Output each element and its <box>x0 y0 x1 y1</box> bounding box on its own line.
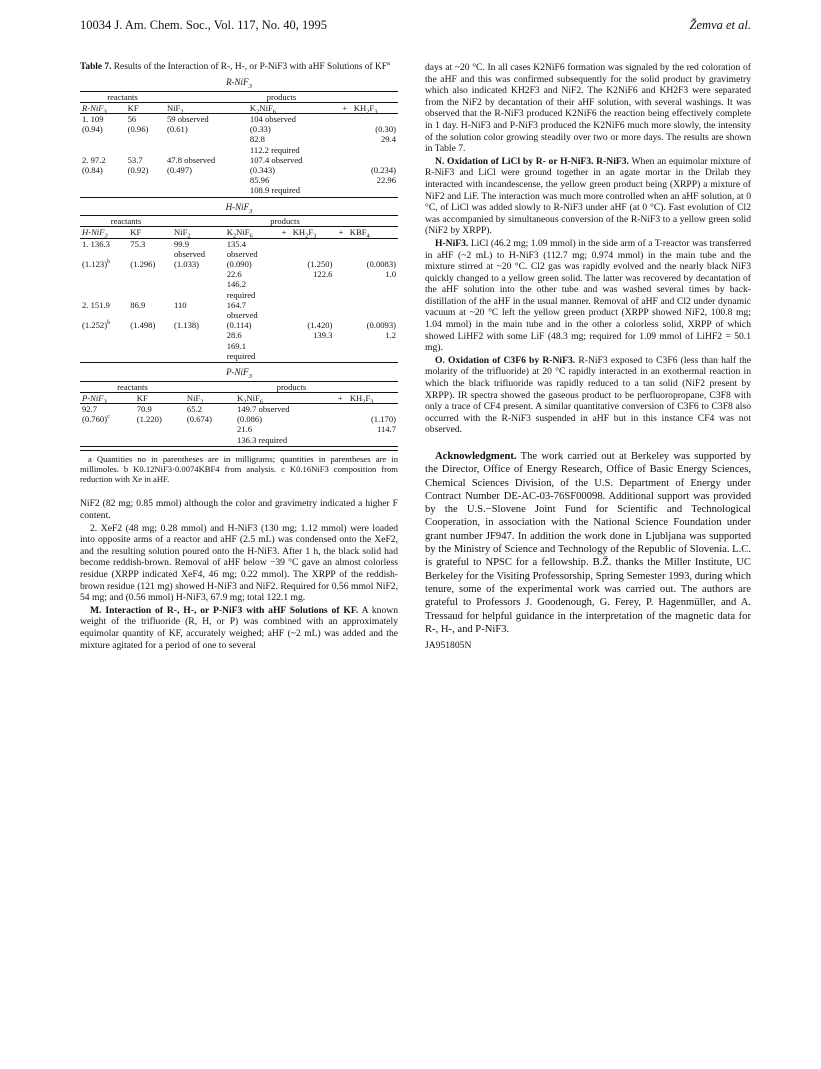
table-cell: required <box>226 289 256 300</box>
table-cell: 2. 97.2 <box>82 154 106 165</box>
paragraph: 2. XeF2 (48 mg; 0.28 mmol) and H-NiF3 (130 mg; 1.12 mmol) were loaded into opposite arms of a reactor and aHF (2.5 mL) was condensed onto the XeF2, and the resulting solution poured onto the H-NiF3. After 1 h, the black solid had become reddish-brown. Removal of aHF below −39 °C gave an almost colorless residue (XRPP indicated XeF4, 46 mg; 0.22 mmol). The XRPP of the reddish-brown residue (121 mg) showed H-NiF3 and NiF2. Required for 0.56 mmol NiF2, 54 mg; and (0.56 mmol) H-NiF3, 67.9 mg; total 122.1 mg. <box>80 522 398 604</box>
table-cell <box>277 269 290 279</box>
table-cell <box>333 404 348 415</box>
column-header: KF <box>136 392 148 403</box>
column-header: NiF$_2$ <box>166 102 184 116</box>
table-row <box>80 290 398 300</box>
table-row <box>80 341 398 351</box>
table-cell <box>334 351 347 361</box>
table-cell <box>128 330 172 340</box>
table-cell: 164.7 <box>226 299 247 310</box>
section-n-sub-heading: H-NiF3. <box>435 237 469 249</box>
table-cell: (1.250) <box>307 259 333 270</box>
column-header: KF <box>130 227 142 238</box>
table-cell <box>277 290 290 300</box>
table-cell <box>172 330 225 340</box>
table-label: Table 7. <box>80 62 112 72</box>
table-7 <box>80 77 398 447</box>
table-cell <box>80 269 128 279</box>
table-cell: (0.30) <box>375 124 396 135</box>
table-cell <box>338 155 352 165</box>
table-row <box>80 310 398 320</box>
table-cell <box>128 249 172 259</box>
table-cell: required <box>226 350 256 361</box>
table-cell <box>348 351 398 361</box>
table-row <box>80 351 398 361</box>
products-group-header: products <box>165 91 398 102</box>
table-cell: 70.9 <box>136 404 152 415</box>
table-cell <box>333 424 348 434</box>
column-header: R-NiF$_3$ <box>82 102 107 116</box>
table-block-title: P-NiF$_3$ <box>226 367 252 380</box>
table-block-title: R-NiF$_3$ <box>226 77 252 90</box>
table-cell <box>333 435 348 445</box>
table-cell: (0.234) <box>370 165 396 176</box>
table-cell <box>126 145 165 155</box>
acknowledgment <box>425 450 751 636</box>
acknowledgment-heading: Acknowledgment. <box>435 451 517 462</box>
table-cell: $(1.252)^b$ <box>82 320 111 331</box>
table-cell <box>126 185 165 195</box>
table-cell <box>80 279 128 289</box>
column-header: + <box>342 102 348 113</box>
table-cell <box>291 249 335 259</box>
table-cell: 108.9 required <box>249 185 301 196</box>
table-cell: $(1.123)^b$ <box>82 259 111 270</box>
table-block-3 <box>80 381 398 447</box>
table-cell <box>165 185 248 195</box>
table-cell: 92.7 <box>82 404 98 415</box>
right-column <box>425 62 751 652</box>
table-cell: 47.8 observed <box>166 154 216 165</box>
table-cell <box>334 341 347 351</box>
table-cell: (0.343) <box>249 165 275 176</box>
products-group-header: products <box>172 216 398 227</box>
products-group-header: products <box>185 381 398 392</box>
table-cell: 59 observed <box>166 114 209 124</box>
column-header: $K_2NiF_6$ <box>249 102 276 116</box>
table-cell: 112.2 required <box>249 144 300 155</box>
table-cell <box>128 351 172 361</box>
table-cell <box>291 300 335 310</box>
rule-cell <box>80 361 398 363</box>
table-cell <box>352 185 398 195</box>
table-cell <box>277 351 290 361</box>
table-cell <box>172 310 225 320</box>
section-n-sub-text: LiCl (46.2 mg; 1.09 mmol) in the side arm of a T-reactor was transferred in aHF (~2 mL) to H-NiF3 (112.7 mg; 0.974 mmol) in the main tube and the mixture stirred at ~20 °C. Cl2 gas was rapidly evolved and the nearly black NiF3 quickly changed to a yellow green solid. The latter was recovered by decantation of the aHF solution into the other tube and was washed several times by back-distillation of the aHF in the usual manner. Removal of aHF and Cl2 under dynamic vacuum at ~20 °C left the yellow green product (XRPP showed NiF2, 100.8 mg; 1.04 mmol) in the main tube and in the other a colorless solid, XRPP of which showed LiHF2 with some LiF (48.3 mg; required for 1.09 mmol of LiHF2 = 50.1 mg). <box>425 237 751 354</box>
table-cell <box>80 249 128 259</box>
table-cell <box>352 145 398 155</box>
table-cell <box>277 300 290 310</box>
rule-cell <box>80 196 398 198</box>
column-header: KF <box>127 102 139 113</box>
table-cell: $(0.760)^c$ <box>82 414 110 425</box>
caption-footnote-mark: a <box>386 59 390 67</box>
table-cell: 22.6 <box>226 269 242 280</box>
table-cell: 135.4 <box>226 238 247 249</box>
table-block-1 <box>80 91 398 198</box>
table-cell: 2. 151.9 <box>82 299 110 310</box>
column-header: $K_2NiF_6$ <box>226 227 253 241</box>
reactants-group-header: reactants <box>80 91 165 102</box>
table-row <box>80 300 398 310</box>
table-cell: 122.6 <box>313 269 333 280</box>
table-cell <box>80 330 128 340</box>
table-cell <box>172 290 225 300</box>
table-cell <box>277 310 290 320</box>
table-cell <box>80 351 128 361</box>
table-row <box>80 330 398 340</box>
table-cell <box>185 435 235 445</box>
table-cell: 1. 136.3 <box>82 238 110 249</box>
table-cell: 104 observed <box>249 114 296 124</box>
table-cell: 1.2 <box>385 330 396 341</box>
table-row <box>80 249 398 259</box>
table-cell: 110 <box>173 299 187 310</box>
table-cell: (0.0083) <box>366 259 396 270</box>
table-cell <box>80 435 135 445</box>
table-cell <box>291 341 335 351</box>
table-cell: 75.3 <box>130 238 146 249</box>
table-cell <box>135 435 185 445</box>
column-header: + <box>281 227 287 238</box>
table-cell <box>334 279 347 289</box>
table-cell <box>352 155 398 165</box>
table-cell <box>80 134 126 144</box>
table-cell <box>291 279 335 289</box>
table-cell <box>334 310 347 320</box>
table-cell <box>277 238 290 249</box>
table-cell <box>348 341 398 351</box>
table-cell: observed <box>226 248 258 259</box>
table-cell <box>185 424 235 434</box>
table-row <box>80 155 398 165</box>
table-cell: 1. 109 <box>82 114 104 124</box>
journal-citation: 10034 J. Am. Chem. Soc., Vol. 117, No. 40, 1995 <box>80 18 328 32</box>
table-cell <box>338 185 352 195</box>
table-cell <box>126 175 165 185</box>
table-caption-text: Results of the Interaction of R-, H-, or P-NiF3 with aHF Solutions of KF <box>113 62 387 72</box>
table-cell: 146.2 <box>226 279 247 290</box>
table-cell <box>165 134 248 144</box>
table-cell <box>80 185 126 195</box>
table-cell: 169.1 <box>226 340 247 351</box>
table-cell: (0.674) <box>186 414 212 425</box>
table-row <box>80 175 398 185</box>
section-m-heading: M. Interaction of R-, H-, or P-NiF3 with aHF Solutions of KF. <box>90 604 359 616</box>
table-cell: 53.7 <box>127 154 143 165</box>
column-header: H-NiF$_3$ <box>82 227 108 241</box>
table-row <box>80 414 398 424</box>
table-cell <box>165 145 248 155</box>
table-caption <box>80 59 398 73</box>
table-cell: (0.086) <box>237 414 263 425</box>
table-bottom-rule <box>80 361 398 363</box>
column-header: $KH_2F_3$ <box>292 227 317 241</box>
table-cell <box>338 165 352 175</box>
table-cell: (0.33) <box>249 124 271 135</box>
table-cell <box>80 175 126 185</box>
table-block-2 <box>80 215 398 363</box>
table-block-title: H-NiF$_3$ <box>225 201 253 215</box>
section-n-sub <box>425 238 751 354</box>
table-cell: (0.497) <box>166 165 193 176</box>
table-cell <box>338 145 352 155</box>
column-header: $KBF_4$ <box>349 227 370 241</box>
table-cell <box>334 249 347 259</box>
reactants-group-header: reactants <box>80 216 172 227</box>
table-cell: (1.033) <box>173 259 200 270</box>
table-cell <box>291 290 335 300</box>
column-header: + <box>337 392 343 403</box>
table-cell <box>128 279 172 289</box>
table-cell: (1.420) <box>307 320 333 331</box>
table-cell <box>334 330 347 340</box>
table-cell <box>348 279 398 289</box>
left-body-text <box>80 498 398 651</box>
table-cell <box>334 269 347 279</box>
table-cell: 85.96 <box>249 175 270 186</box>
reactants-group-header: reactants <box>80 381 185 392</box>
section-n-text: When an equimolar mixture of R-NiF3 and LiCl were ground together in an agate mortar in the Drilab they interacted with incandescense, the yellow green product being (XRPP) a mixture of NiF2 and LiF. The interaction was much more controlled when an aHF solution, at 0 °C, of LiCl was added slowly to R-NiF3 under aHF (at 0 °C). Fast evolution of Cl2 was accompanied by simultaneous conversion of the R-NiF3 to a yellow green solid (NiF2 by XRPP). <box>425 155 751 237</box>
table-cell <box>291 351 335 361</box>
section-n-heading: N. Oxidation of LiCl by R- or H-NiF3. R-NiF3. <box>435 155 629 167</box>
rule-cell <box>80 445 398 447</box>
table-cell <box>291 310 335 320</box>
table-cell <box>128 269 172 279</box>
table-row <box>80 134 398 144</box>
table-cell: observed <box>173 248 206 259</box>
table-bottom-rule <box>80 196 398 198</box>
table-cell <box>333 414 348 424</box>
table-cell: (1.296) <box>130 259 156 270</box>
table-cell: (0.114) <box>226 320 252 331</box>
author-running-title: Žemva et al. <box>689 18 751 32</box>
table-cell <box>277 330 290 340</box>
table-cell: 65.2 <box>186 404 202 415</box>
table-cell: 149.7 observed <box>237 404 290 415</box>
table-cell <box>338 114 352 125</box>
table-cell: 21.6 <box>237 424 253 435</box>
section-o-text: R-NiF3 exposed to C3F6 (less than half the molarity of the trifluoride) at 20 °C rapidly interacted in an exothermal reaction in which the black trifluoride was rapidly reduced to a tan solid (NiF2 present by XRPP). IR spectra showed the gaseous product to be perfluoropropane, C3F8 with only a trace of CF4 present. A similar quantitative conversion of C3F6 to C3F8 also occurred with the R-NiF3 suspended in aHF but in this instance CF4 was not observed. <box>425 354 751 436</box>
table-cell <box>348 290 398 300</box>
table-cell: (1.220) <box>136 414 162 425</box>
table-cell: 107.4 observed <box>249 154 303 165</box>
table-cell <box>348 238 398 249</box>
table-cell <box>165 175 248 185</box>
section-m <box>80 605 398 651</box>
table-cell <box>80 145 126 155</box>
table-cell <box>80 290 128 300</box>
table-cell <box>334 259 347 269</box>
table-cell <box>128 341 172 351</box>
left-column <box>80 59 398 652</box>
table-cell <box>80 310 128 320</box>
table-cell <box>348 249 398 259</box>
table-cell: (1.498) <box>130 320 156 331</box>
table-cell <box>334 290 347 300</box>
table-cell: observed <box>226 310 258 321</box>
table-cell <box>172 279 225 289</box>
table-row <box>80 424 398 434</box>
column-header: P-NiF$_3$ <box>82 392 107 406</box>
table-footnote: a Quantities no in parentheses are in milligrams; quantities in parentheses are in millimoles. b K0.12NiF3·0.0074KBF4 from analysis. c K0.16NiF3 composition from reduction with Xe in aHF. <box>80 453 398 485</box>
paragraph: NiF2 (82 mg; 0.85 mmol) although the color and gravimetry indicated a higher F content. <box>80 498 398 522</box>
acknowledgment-text: The work carried out at Berkeley was supported by the Director, Office of Energy Research, Office of Basic Energy Sciences, Chemical Sciences Division, of the U.S. Department of Energy under Contract Number DE-AC-03-76SF00098. Additional support was provided by the U.S.−Slovene Joint Fund for Scientific and Technological Cooperation, in association with the National Science Foundation under grant number JF947. In addition the work done in Ljubljana was supported by the Ministry of Science and Technology of the Republic of Slovenia. L.C. is grateful to NPSC for a fellowship. B.Ž. thanks the Miller Institute, UC Berkeley for the Visiting Professorship, Spring Semester 1993, during which tenure, some of the experimental work was carried out. The authors are grateful to Professors J. Goodenough, G. Ferey, P. Hagenmüller, and A. Tressaud for helpful guidance in the interpretation of the magnetic data for R-, H-, and P-NiF3. <box>425 451 751 635</box>
table-row <box>80 185 398 195</box>
table-cell: (0.96) <box>127 124 149 135</box>
table-row <box>80 404 398 415</box>
table-cell <box>334 238 347 249</box>
table-bottom-rule <box>80 445 398 447</box>
table-cell: 86.9 <box>130 299 146 310</box>
table-cell <box>348 435 398 445</box>
table-cell <box>277 249 290 259</box>
table-cell <box>277 341 290 351</box>
table-cell <box>172 269 225 279</box>
table-cell <box>277 279 290 289</box>
table-cell <box>334 320 347 330</box>
table-cell <box>277 259 290 269</box>
table-cell: (1.170) <box>370 414 396 425</box>
table-cell <box>277 320 290 330</box>
section-o <box>425 355 751 436</box>
section-o-heading: O. Oxidation of C3F6 by R-NiF3. <box>435 354 576 366</box>
table-cell: (0.84) <box>82 165 103 176</box>
table-row <box>80 320 398 330</box>
table-cell: 99.9 <box>173 238 190 249</box>
column-header: $KH_2F_3$ <box>349 392 374 406</box>
table-cell: 28.6 <box>226 330 242 341</box>
column-header: + <box>338 227 344 238</box>
table-cell: (0.92) <box>127 165 149 176</box>
table-cell: 29.4 <box>380 134 396 145</box>
table-row <box>80 145 398 155</box>
table-cell: 136.3 required <box>237 434 288 445</box>
table-row <box>80 259 398 269</box>
table-cell: (0.0093) <box>366 320 396 331</box>
table-row <box>80 269 398 279</box>
table-row <box>80 114 398 125</box>
column-header: $KH_2F_3$ <box>353 102 378 116</box>
table-row <box>80 435 398 445</box>
table-cell: (0.61) <box>166 124 188 135</box>
table-cell: 56 <box>127 114 137 124</box>
table-cell <box>172 351 225 361</box>
table-cell <box>126 134 165 144</box>
table-row <box>80 124 398 134</box>
paragraph: days at ~20 °C. In all cases K2NiF6 formation was signaled by the red coloration of the aHF and this was confirmed subsequently for the solid product by gravimetry which also indicated KH2F3 and NiF2. The K2NiF6 and KH2F3 were separated from the NiF2 by decantation of their aHF solution, with several washings. It was observed that the R-NiF3 produced K2NiF6 the reaction being effectively complete in 1 day. H-NiF3 and P-NiF3 produced the K2NiF6 much more slowly, the intensity of the solution color growing steadily over two or more days. The results are shown in Table 7. <box>425 62 751 155</box>
table-cell <box>334 300 347 310</box>
section-m-text: A known weight of the trifluoride (R, H, or P) was combined with an approximately equimolar quantity of KF, accurately weighed; aHF (~2 mL) was added and the mixture agitated for a period of one to several <box>80 604 398 651</box>
table-cell <box>135 424 185 434</box>
column-header: NiF$_2$ <box>186 392 204 406</box>
table-cell: (1.138) <box>173 320 200 331</box>
table-cell: 139.3 <box>313 330 333 341</box>
table-cell <box>172 341 225 351</box>
section-n <box>425 156 751 237</box>
table-cell: 82.8 <box>249 134 265 145</box>
table-cell <box>348 310 398 320</box>
table-cell: 22.96 <box>376 175 396 186</box>
table-cell <box>128 310 172 320</box>
table-cell: 114.7 <box>376 424 396 435</box>
table-row <box>80 238 398 249</box>
table-row <box>80 165 398 175</box>
manuscript-code: JA951805N <box>425 640 472 652</box>
table-cell <box>338 134 352 144</box>
table-cell <box>348 300 398 310</box>
column-header: NiF$_2$ <box>173 227 191 241</box>
table-cell <box>338 124 352 134</box>
table-cell: 1.0 <box>385 269 396 280</box>
table-row <box>80 279 398 289</box>
table-cell <box>80 424 135 434</box>
table-cell <box>80 341 128 351</box>
table-cell: (0.090) <box>226 259 252 270</box>
table-cell: (0.94) <box>82 124 103 135</box>
column-header: $K_2NiF_6$ <box>237 392 264 406</box>
table-cell <box>128 290 172 300</box>
table-footnotes <box>80 450 398 485</box>
table-cell <box>338 175 352 185</box>
